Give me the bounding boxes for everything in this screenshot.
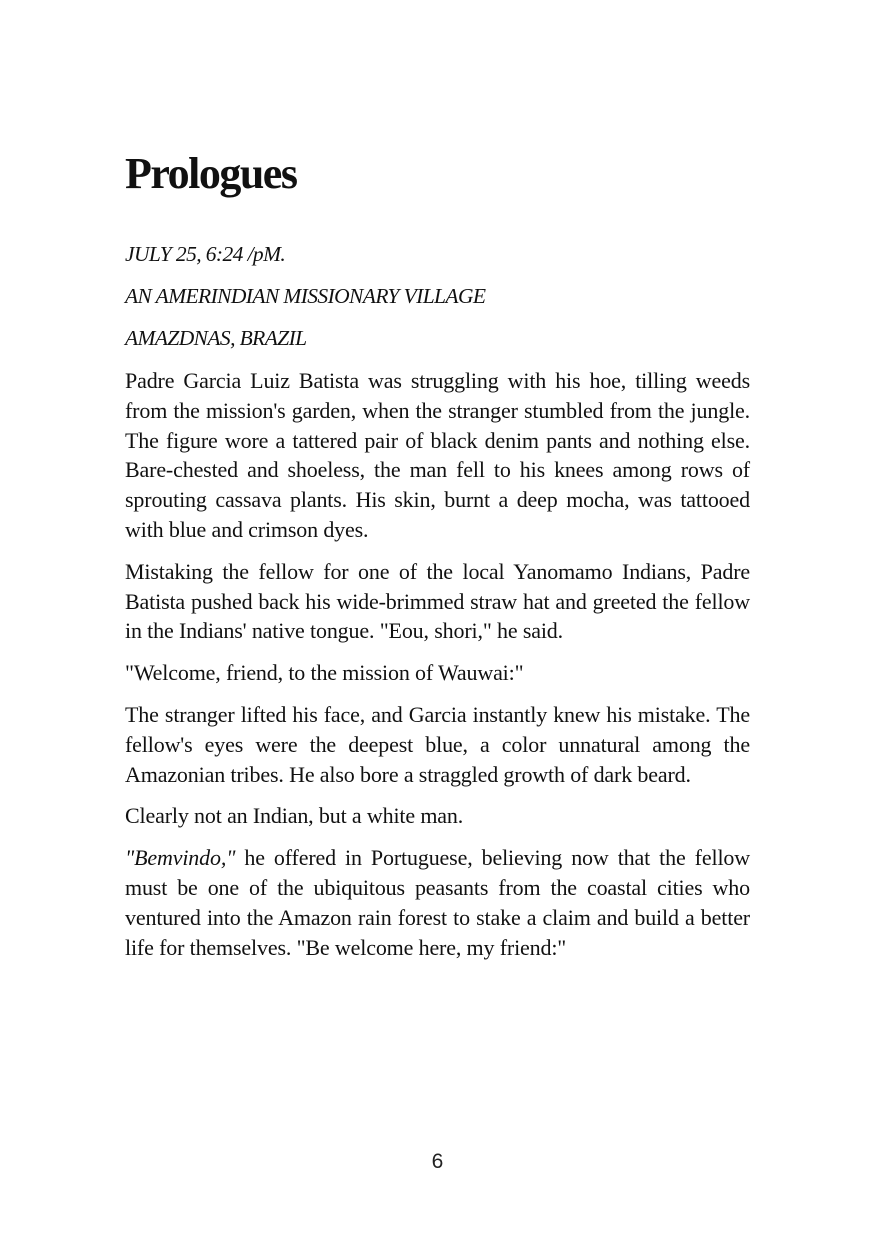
slug-line-place: AN AMERINDIAN MISSIONARY VILLAGE (125, 284, 486, 308)
body-text (125, 366, 750, 974)
paragraph: Mistaking the fellow for one of the local Yanomamo Indians, Padre Batista pushed back his wide-brimmed straw hat and greeted the fellow in the Indians' native tongue. "Eou, shori," he said. (125, 558, 750, 644)
paragraph: "Welcome, friend, to the mission of Wauwai:" (125, 660, 524, 686)
slug-line-date: JULY 25, 6:24 /pM. (125, 242, 286, 266)
slug-line-region: AMAZDNAS, BRAZIL (125, 326, 307, 350)
chapter-title: Prologues (125, 149, 297, 198)
italic-greeting: "Bemvindo," (125, 845, 236, 871)
paragraph: The stranger lifted his face, and Garcia instantly knew his mistake. The fellow's eyes were the deepest blue, a color unnatural among the Amazonian tribes. He also bore a straggled growth of dark beard. (125, 701, 750, 787)
page-number: 6 (431, 1150, 444, 1173)
paragraph: Clearly not an Indian, but a white man. (125, 803, 464, 829)
paragraph (125, 843, 750, 962)
paragraph-text: he offered in Portuguese, believing now that the fellow must be one of the ubiquitous peasants from the coastal cities who ventured into the Amazon rain forest to stake a claim and build a better life for themselves. "Be welcome here, my friend:" (125, 845, 750, 960)
paragraph: Padre Garcia Luiz Batista was struggling with his hoe, tilling weeds from the mission's garden, when the stranger stumbled from the jungle. The figure wore a tattered pair of black denim pants and nothing else. Bare-chested and shoeless, the man fell to his knees among rows of sprouting cassava plants. His skin, burnt a deep mocha, was tattooed with blue and crimson dyes. (125, 368, 750, 542)
